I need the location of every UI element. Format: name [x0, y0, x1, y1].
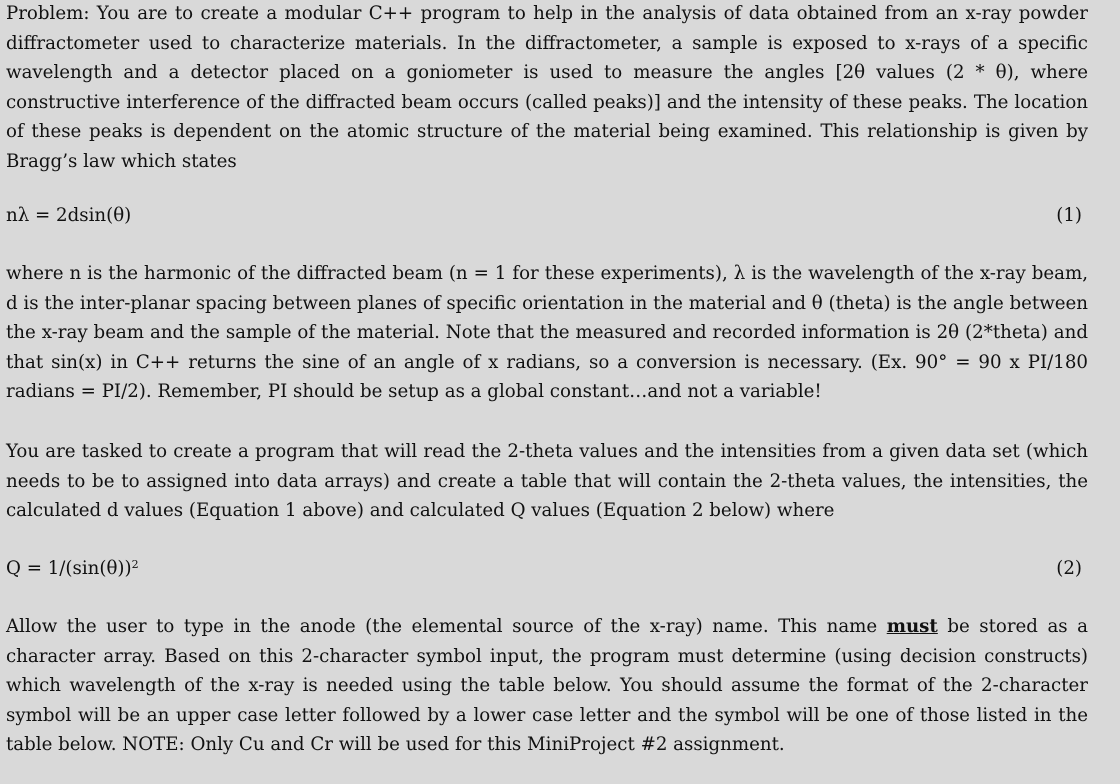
equation-2-number: (2): [1056, 558, 1082, 579]
bragg-explanation-paragraph: where n is the harmonic of the diffracted beam (n = 1 for these experiments), λ is the wavelength of the x-ray beam, d is the inter-planar spacing between planes of specific orientation in the material and θ (theta) is the angle between the x-ray beam and the sample of the material. Note that the measured and recorded information is 2θ (2*theta) and that sin(x) in C++ returns the sine of an angle of x radians, so a conversion is necessary. (Ex. 90° = 90 x PI/180 radians = PI/2). Remember, PI should be setup as a global constant…and not a variable!: [6, 263, 1089, 402]
problem-paragraph: Problem: You are to create a modular C++ program to help in the analysis of data obtained from an x-ray powder diffractometer used to characterize materials. In the diffractometer, a sample is exposed to x-rays of a specific wavelength and a detector placed on a goniometer is used to measure the angles [2θ values (2 * θ), where constructive interference of the diffracted beam occurs (called peaks)] and the intensity of these peaks. The location of these peaks is dependent on the atomic structure of the material being examined. This relationship is given by Bragg’s law which states: [6, 3, 1088, 172]
equation-2-line: [6, 555, 1082, 583]
equation-2: $Q = 1/(\sin(\theta))^2$: [6, 558, 139, 579]
equation-2-exponent: 2: [131, 558, 139, 571]
anode-paragraph: Allow the user to type in the anode (the elemental source of the x-ray) name. This name must be stored as a character array. Based on this 2-character symbol input, the program must determine (using decision constructs) which wavelength of the x-ray is needed using the table below. You should assume the format of the 2-character symbol will be an upper case letter followed by a lower case letter and the symbol will be one of those listed in the table below. NOTE: Only Cu and Cr will be used for this MiniProject #2 assignment.: [6, 616, 1088, 755]
equation-1-line: [6, 202, 1082, 230]
equation-1-number: (1): [1056, 205, 1082, 226]
equation-1: nλ = 2dsin(θ): [6, 205, 132, 226]
emphasis-must: must: [886, 616, 938, 637]
task-paragraph: You are tasked to create a program that will read the 2-theta values and the intensities from a given data set (which needs to be to assigned into data arrays) and create a table that will contain the 2-theta values, the intensities, the calculated d values (Equation 1 above) and calculated Q values (Equation 2 below) where: [6, 441, 1088, 521]
